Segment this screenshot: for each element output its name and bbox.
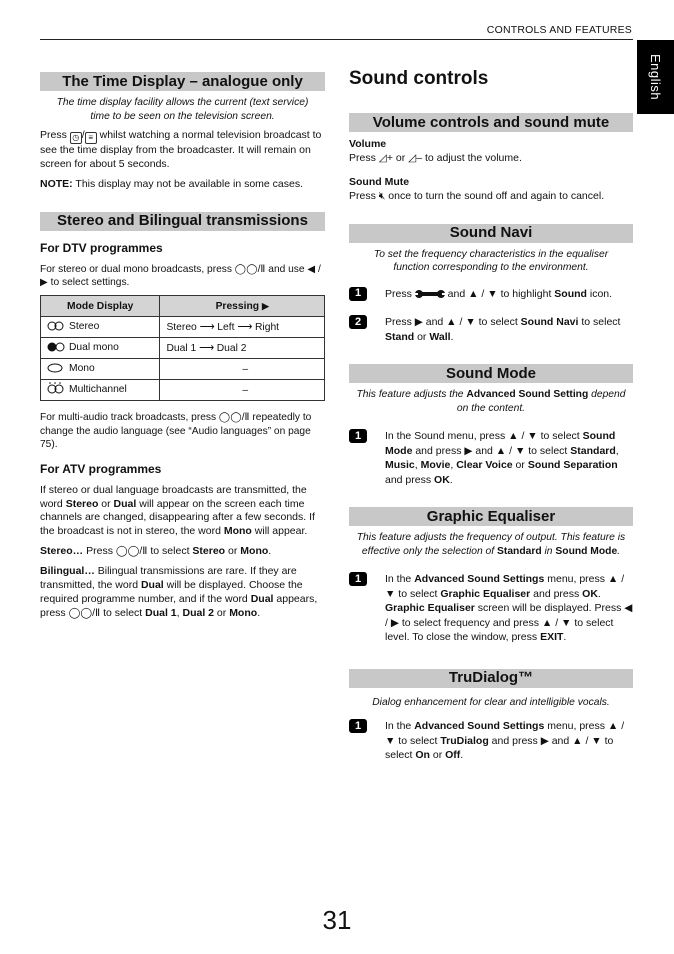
left-column bbox=[40, 60, 325, 620]
audio-key-icon: ◯◯/Ⅱ bbox=[218, 412, 250, 424]
language-tab bbox=[637, 40, 674, 114]
table-header-mode: Mode Display bbox=[41, 296, 160, 317]
header-rule bbox=[40, 39, 633, 40]
dtv-intro: For stereo or dual mono broadcasts, press ◯◯/Ⅱ and use ◀ / ▶ to select settings. bbox=[40, 263, 321, 289]
arrow-right-icon: ⟶ bbox=[199, 321, 215, 333]
volume-subheading: Volume bbox=[349, 138, 387, 151]
arrow-right-icon: ⟶ bbox=[199, 342, 214, 354]
trudialog-intro: Dialog enhancement for clear and intelligible vocals. bbox=[372, 696, 610, 708]
arrow-right-icon: ⟶ bbox=[237, 321, 253, 333]
stereo-heading: Stereo and Bilingual transmissions bbox=[40, 212, 325, 231]
page-title: Sound controls bbox=[349, 68, 489, 89]
step-number-1: 1 bbox=[349, 572, 367, 586]
audio-key-icon: ◯◯/Ⅱ bbox=[115, 545, 148, 558]
time-display-heading: The Time Display – analogue only bbox=[40, 72, 325, 91]
step-number-1: 1 bbox=[349, 429, 367, 443]
trudialog-heading: TruDialog™ bbox=[349, 669, 633, 688]
mono-icon bbox=[47, 363, 69, 378]
atv-heading: For ATV programmes bbox=[40, 461, 162, 476]
atv-text: If stereo or dual language broadcasts are transmitted, the word Stereo or Dual will appear on the screen each time channels are changed, disappearing after a few seconds. If the broadcast is not in stereo, the word Mono will appear. bbox=[40, 483, 315, 538]
dtv-heading: For DTV programmes bbox=[40, 240, 163, 255]
sound-mode-intro: This feature adjusts the Advanced Sound Setting depend on the content. bbox=[356, 389, 626, 414]
bilingual-instruction: Bilingual… Bilingual transmissions are rare. If they are transmitted, the word Dual will be displayed. Choose the required programme number, and if the word Dual appears, press ◯◯/Ⅱ to select Dual 1, Dual 2 or Mono. bbox=[40, 564, 318, 619]
volume-wedge-icon: ◿ bbox=[378, 151, 387, 164]
sound-mode-step-1: 1 In the Sound menu, press ▲ / ▼ to select Sound Mode and press ▶ and ▲ / ▼ to select Standard, Music, Movie, Clear Voice or Sound Separation and press OK. bbox=[349, 429, 633, 487]
right-column bbox=[349, 60, 633, 763]
sound-navi-heading: Sound Navi bbox=[349, 224, 633, 243]
graphic-equaliser-heading: Graphic Equaliser bbox=[349, 507, 633, 526]
dual-mono-icon bbox=[47, 342, 69, 357]
audio-key-icon: ◯◯/Ⅱ bbox=[234, 263, 266, 275]
text-hold-key-icon: ≡ bbox=[85, 132, 97, 144]
stereo-instruction: Stereo… Press ◯◯/Ⅱ to select Stereo or Mono. bbox=[40, 545, 272, 558]
step-number-1: 1 bbox=[349, 287, 367, 301]
mute-subheading: Sound Mute bbox=[349, 175, 410, 188]
language-tab-label: English bbox=[648, 53, 664, 101]
clock-key-icon: ◷ bbox=[70, 132, 82, 144]
wrench-icon bbox=[415, 288, 445, 300]
trudialog-step-1: 1 In the Advanced Sound Settings menu, press ▲ / ▼ to select TruDialog and press ▶ and ▲ / ▼ to select On or Off. bbox=[349, 719, 633, 762]
volume-heading: Volume controls and sound mute bbox=[349, 113, 633, 132]
running-header: CONTROLS AND FEATURES bbox=[486, 24, 632, 36]
stereo-icon bbox=[47, 321, 69, 336]
mute-icon: 🔇︎ bbox=[378, 189, 386, 202]
mute-text: Press 🔇︎ once to turn the sound off and again to cancel. bbox=[349, 189, 605, 202]
time-display-note: NOTE: This display may not be available in some cases. bbox=[40, 177, 304, 190]
page-number: 31 bbox=[322, 905, 352, 935]
play-arrow-icon: ▶ bbox=[261, 300, 269, 311]
audio-mode-table bbox=[40, 295, 325, 401]
step-number-1: 1 bbox=[349, 719, 367, 733]
table-row: Multichannel – bbox=[41, 380, 325, 401]
sound-mode-heading: Sound Mode bbox=[349, 364, 633, 383]
multichannel-icon bbox=[47, 382, 69, 399]
table-row: Dual mono Dual 1 ⟶ Dual 2 bbox=[41, 338, 325, 359]
sound-navi-step-2: 2 Press ▶ and ▲ / ▼ to select Sound Navi to select Stand or Wall. bbox=[349, 315, 633, 344]
volume-text: Press ◿+ or ◿– to adjust the volume. bbox=[349, 151, 522, 164]
multi-audio-text: For multi-audio track broadcasts, press ◯◯/Ⅱ repeatedly to change the audio language (see “Audio languages” on page 75). bbox=[40, 412, 312, 451]
step-number-2: 2 bbox=[349, 315, 367, 329]
graphic-equaliser-step-1: 1 In the Advanced Sound Settings menu, press ▲ / ▼ to select Graphic Equaliser and press OK. Graphic Equaliser screen will be displayed. Press ◀ / ▶ to select frequency and press ▲ / ▼ to select level. To close the window, press EXIT. bbox=[349, 572, 633, 644]
graphic-equaliser-intro: This feature adjusts the frequency of output. This feature is effective only the selection of Standard in Sound Mode. bbox=[356, 532, 626, 557]
sound-navi-intro: To set the frequency characteristics in the equaliser function corresponding to the environment. bbox=[373, 248, 609, 274]
table-row: Mono – bbox=[41, 359, 325, 380]
audio-key-icon: ◯◯/Ⅱ bbox=[68, 606, 101, 619]
table-header-pressing: Pressing ▶ bbox=[160, 296, 325, 317]
sound-navi-step-1: 1 Press and ▲ / ▼ to highlight Sound icon. bbox=[349, 287, 633, 301]
left-right-arrows-icon: ◀ / ▶ bbox=[40, 263, 321, 289]
time-display-body: Press ◷ / ≡ whilst watching a normal television broadcast to see the time display from the broadcaster. It will remain on screen for about 5 seconds. bbox=[40, 129, 322, 171]
volume-wedge-icon: ◿ bbox=[408, 151, 417, 164]
time-display-intro: The time display facility allows the current (text service) time to be seen on the television screen. bbox=[56, 97, 309, 122]
table-row: Stereo Stereo ⟶ Left ⟶ Right bbox=[41, 317, 325, 338]
